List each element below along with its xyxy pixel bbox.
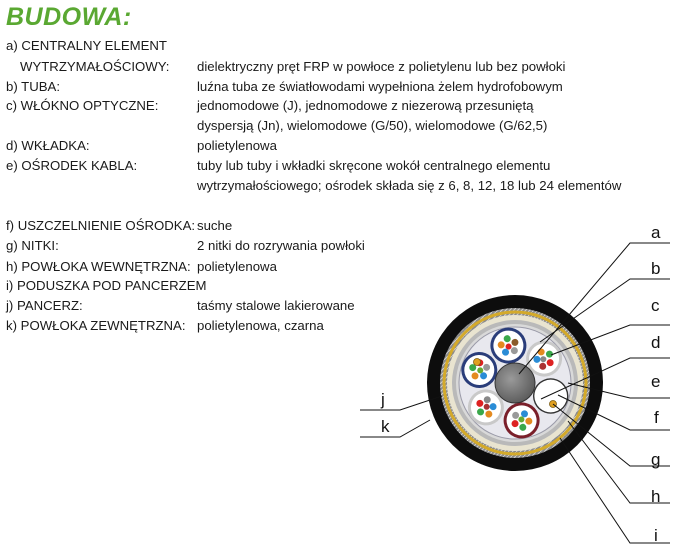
spec-label: a) CENTRALNY ELEMENT — [6, 38, 167, 53]
ripcord — [474, 359, 481, 366]
spec-value: polietylenowa, czarna — [197, 318, 324, 333]
callout-e: e — [651, 372, 661, 391]
spec-label: i) PODUSZKA POD PANCERZEM — [6, 278, 207, 293]
callout-f: f — [654, 408, 659, 427]
callout-c: c — [651, 296, 660, 315]
callout-a: a — [651, 223, 661, 242]
callout-h: h — [651, 487, 661, 506]
central-strength-member — [495, 363, 535, 403]
spec-label: h) POWŁOKA WEWNĘTRZNA: — [6, 259, 191, 274]
callout-k: k — [381, 417, 390, 436]
spec-label: e) OŚRODEK KABLA: — [6, 158, 138, 173]
spec-value: jednomodowe (J), jednomodowe z niezerową przesuniętą — [197, 98, 534, 113]
callout-i: i — [654, 526, 658, 545]
section-title: BUDOWA: — [6, 3, 132, 31]
spec-label: c) WŁÓKNO OPTYCZNE: — [6, 98, 159, 113]
leader-line-k — [360, 420, 430, 437]
callout-j: j — [381, 390, 385, 409]
spec-label: j) PANCERZ: — [6, 298, 83, 313]
spec-value: dielektryczny pręt FRP w powłoce z polietylenu lub bez powłoki — [197, 59, 566, 74]
spec-label: d) WKŁADKA: — [6, 138, 90, 153]
spec-value: wytrzymałościowego; ośrodek składa się z 6, 8, 12, 18 lub 24 elementów — [197, 178, 622, 193]
callout-b: b — [651, 259, 661, 278]
spec-label: k) POWŁOKA ZEWNĘTRZNA: — [6, 318, 186, 333]
spec-value: luźna tuba ze światłowodami wypełniona żelem hydrofobowym — [197, 79, 563, 94]
callout-g: g — [651, 450, 661, 469]
spec-label: b) TUBA: — [6, 79, 60, 94]
spec-label: g) NITKI: — [6, 238, 59, 253]
spec-label: WYTRZYMAŁOŚCIOWY: — [20, 59, 170, 74]
spec-value: suche — [197, 218, 233, 233]
spec-value: 2 nitki do rozrywania powłoki — [197, 238, 365, 253]
spec-value: polietylenowa — [197, 259, 277, 274]
spec-value: polietylenowa — [197, 138, 277, 153]
spec-value: tuby lub tuby i wkładki skręcone wokół centralnego elementu — [197, 158, 551, 173]
spec-label: f) USZCZELNIENIE OŚRODKA: — [6, 218, 196, 233]
spec-value: taśmy stalowe lakierowane — [197, 298, 355, 313]
spec-value: dyspersją (Jn), wielomodowe (G/50), wielomodowe (G/62,5) — [197, 118, 548, 133]
callout-d: d — [651, 333, 661, 352]
